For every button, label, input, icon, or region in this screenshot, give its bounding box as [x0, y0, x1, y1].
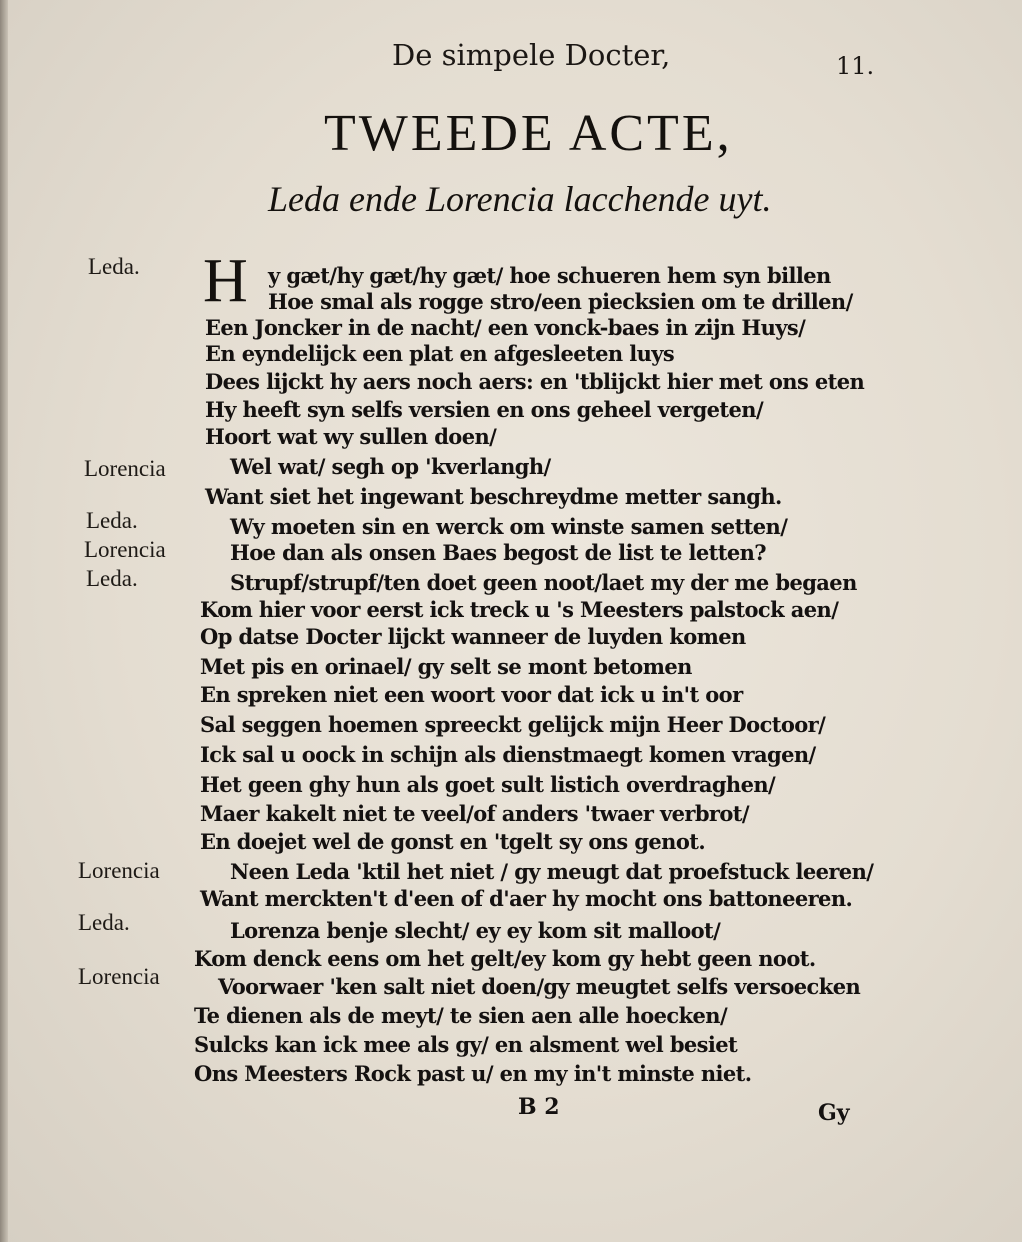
verse-line: Sulcks kan ick mee als gy/ en alsment wel besiet: [194, 1032, 738, 1057]
verse-line: Kom denck eens om het gelt/ey kom gy hebt geen noot.: [194, 946, 816, 971]
speaker-label: Lorencia: [78, 964, 160, 989]
speaker-label: Leda.: [86, 508, 138, 533]
speaker-label: Leda.: [78, 910, 130, 935]
running-header: De simpele Docter,: [392, 38, 671, 72]
verse-line: Lorenza benje slecht/ ey ey kom sit malloot/: [230, 918, 721, 943]
verse-line: Want merckten't d'een of d'aer hy mocht ons battoneeren.: [200, 886, 853, 911]
page-edge: [0, 0, 8, 1242]
scene-heading: Leda ende Lorencia lacchende uyt.: [268, 179, 772, 219]
speaker-label: Lorencia: [78, 858, 160, 883]
verse-line: Voorwaer 'ken salt niet doen/gy meugtet selfs versoecken: [218, 974, 861, 999]
verse-line: En spreken niet een woort voor dat ick u in't oor: [200, 682, 743, 707]
verse-line: Strupf/strupf/ten doet geen noot/laet my der me begaen: [230, 570, 857, 595]
verse-line: Dees lijckt hy aers noch aers: en 'tblijckt hier met ons eten: [205, 369, 865, 394]
speaker-label: Leda.: [88, 254, 140, 279]
speaker-label: Lorencia: [84, 456, 166, 481]
verse-line: Want siet het ingewant beschreydme metter sangh.: [205, 484, 782, 509]
verse-line: Met pis en orinael/ gy selt se mont betomen: [200, 654, 692, 679]
verse-line: Te dienen als de meyt/ te sien aen alle hoecken/: [194, 1003, 728, 1028]
verse-line: Hoe dan als onsen Baes begost de list te letten?: [230, 540, 766, 565]
speaker-label: Leda.: [86, 566, 138, 591]
verse-line: En doejet wel de gonst en 'tgelt sy ons genot.: [200, 829, 706, 854]
signature-mark: B 2: [518, 1094, 560, 1120]
verse-line: Maer kakelt niet te veel/of anders 'twaer verbrot/: [200, 801, 749, 826]
verse-line: y gæt/hy gæt/hy gæt/ hoe schueren hem syn billen: [268, 263, 831, 288]
verse-line: Een Joncker in de nacht/ een vonck-baes in zijn Huys/: [205, 315, 806, 340]
verse-line: Ons Meesters Rock past u/ en my in't minste niet.: [194, 1061, 752, 1086]
verse-line: Kom hier voor eerst ick treck u 's Meesters palstock aen/: [200, 597, 839, 622]
verse-line: En eyndelijck een plat en afgesleeten luys: [205, 341, 675, 366]
verse-line: Wy moeten sin en werck om winste samen setten/: [230, 514, 788, 539]
verse-line: Hoort wat wy sullen doen/: [205, 424, 497, 449]
speaker-label: Lorencia: [84, 537, 166, 562]
verse-line: Op datse Docter lijckt wanneer de luyden komen: [200, 624, 746, 649]
page-number: 11.: [836, 52, 875, 80]
act-heading: TWEEDE ACTE,: [324, 105, 733, 162]
verse-line: Hoe smal als rogge stro/een piecksien om te drillen/: [268, 289, 853, 314]
drop-cap: H: [203, 247, 248, 315]
verse-line: Hy heeft syn selfs versien en ons geheel vergeten/: [205, 397, 764, 422]
verse-line: Wel wat/ segh op 'kverlangh/: [230, 454, 551, 479]
verse-line: Sal seggen hoemen spreeckt gelijck mijn Heer Doctoor/: [200, 712, 826, 737]
verse-line: Neen Leda 'ktil het niet / gy meugt dat proefstuck leeren/: [230, 859, 874, 884]
verse-line: Het geen ghy hun als goet sult listich overdraghen/: [200, 772, 776, 797]
verse-line: Ick sal u oock in schijn als dienstmaegt komen vragen/: [200, 742, 816, 767]
catchword: Gy: [818, 1100, 850, 1126]
